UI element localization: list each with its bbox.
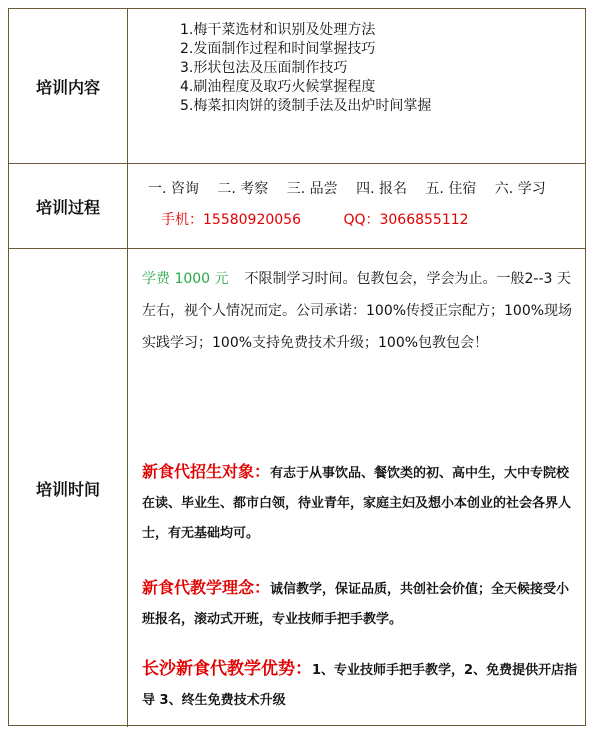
step-item: 五. 住宿 xyxy=(425,181,477,197)
list-item: 5.梅菜扣肉饼的烫制手法及出炉时间掌握 xyxy=(180,98,432,114)
qq-number[interactable]: QQ：3066855112 xyxy=(343,212,469,228)
step-item: 三. 品尝 xyxy=(286,181,338,197)
teaching-philosophy xyxy=(142,573,582,635)
fee-text: 学费 1000 元 xyxy=(142,271,229,287)
fee-paragraph xyxy=(142,263,580,359)
section-text: 1、专业技师手把手教学，2、免费提供开店指导 3、终生免费技术升级 xyxy=(142,663,578,708)
section-text: 诚信教学，保证品质，共创社会价值；全天候接受小班报名，滚动式开班，专业技师手把手教学。 xyxy=(142,582,570,627)
process-steps xyxy=(148,178,560,198)
content-list xyxy=(180,21,431,116)
teaching-advantage xyxy=(142,654,582,716)
content-cell xyxy=(128,9,585,163)
row-training-content xyxy=(9,9,585,164)
phone-number[interactable]: 手机：15580920056 xyxy=(161,212,301,228)
list-item: 3.形状包法及压面制作技巧 xyxy=(180,60,348,76)
content-cell xyxy=(128,164,585,248)
section-heading: 新食代教学理念： xyxy=(142,578,271,597)
contact-info xyxy=(161,209,469,229)
step-item: 六. 学习 xyxy=(494,181,546,197)
training-info-table xyxy=(8,8,586,726)
row-label: 培训内容 xyxy=(9,9,128,163)
list-item: 4.刷油程度及取巧火候掌握程度 xyxy=(180,79,376,95)
row-label: 培训过程 xyxy=(9,164,128,248)
description-text: 不限制学习时间。包教包会，学会为止。一般2--3 天左右，视个人情况而定。公司承诺：100%传授正宗配方；100%现场实践学习；100%支持免费技术升级；100%包教包会！ xyxy=(142,271,573,351)
section-text: 有志于从事饮品、餐饮类的初、高中生，大中专院校在读、毕业生、都市白领，待业青年，家庭主妇及想小本创业的社会各界人士，有无基础均可。 xyxy=(142,466,572,541)
content-cell xyxy=(128,249,585,727)
row-training-process xyxy=(9,164,585,249)
list-item: 2.发面制作过程和时间掌握技巧 xyxy=(180,41,376,57)
row-label: 培训时间 xyxy=(9,249,128,727)
step-item: 四. 报名 xyxy=(356,181,407,197)
section-heading: 长沙新食代教学优势： xyxy=(142,659,312,679)
step-item: 一. 咨询 xyxy=(148,181,199,197)
row-training-time xyxy=(9,249,585,727)
section-heading: 新食代招生对象： xyxy=(142,462,271,481)
enrollment-target xyxy=(142,457,582,549)
step-item: 二. 考察 xyxy=(217,181,269,197)
list-item: 1.梅干菜选材和识别及处理方法 xyxy=(180,22,376,38)
